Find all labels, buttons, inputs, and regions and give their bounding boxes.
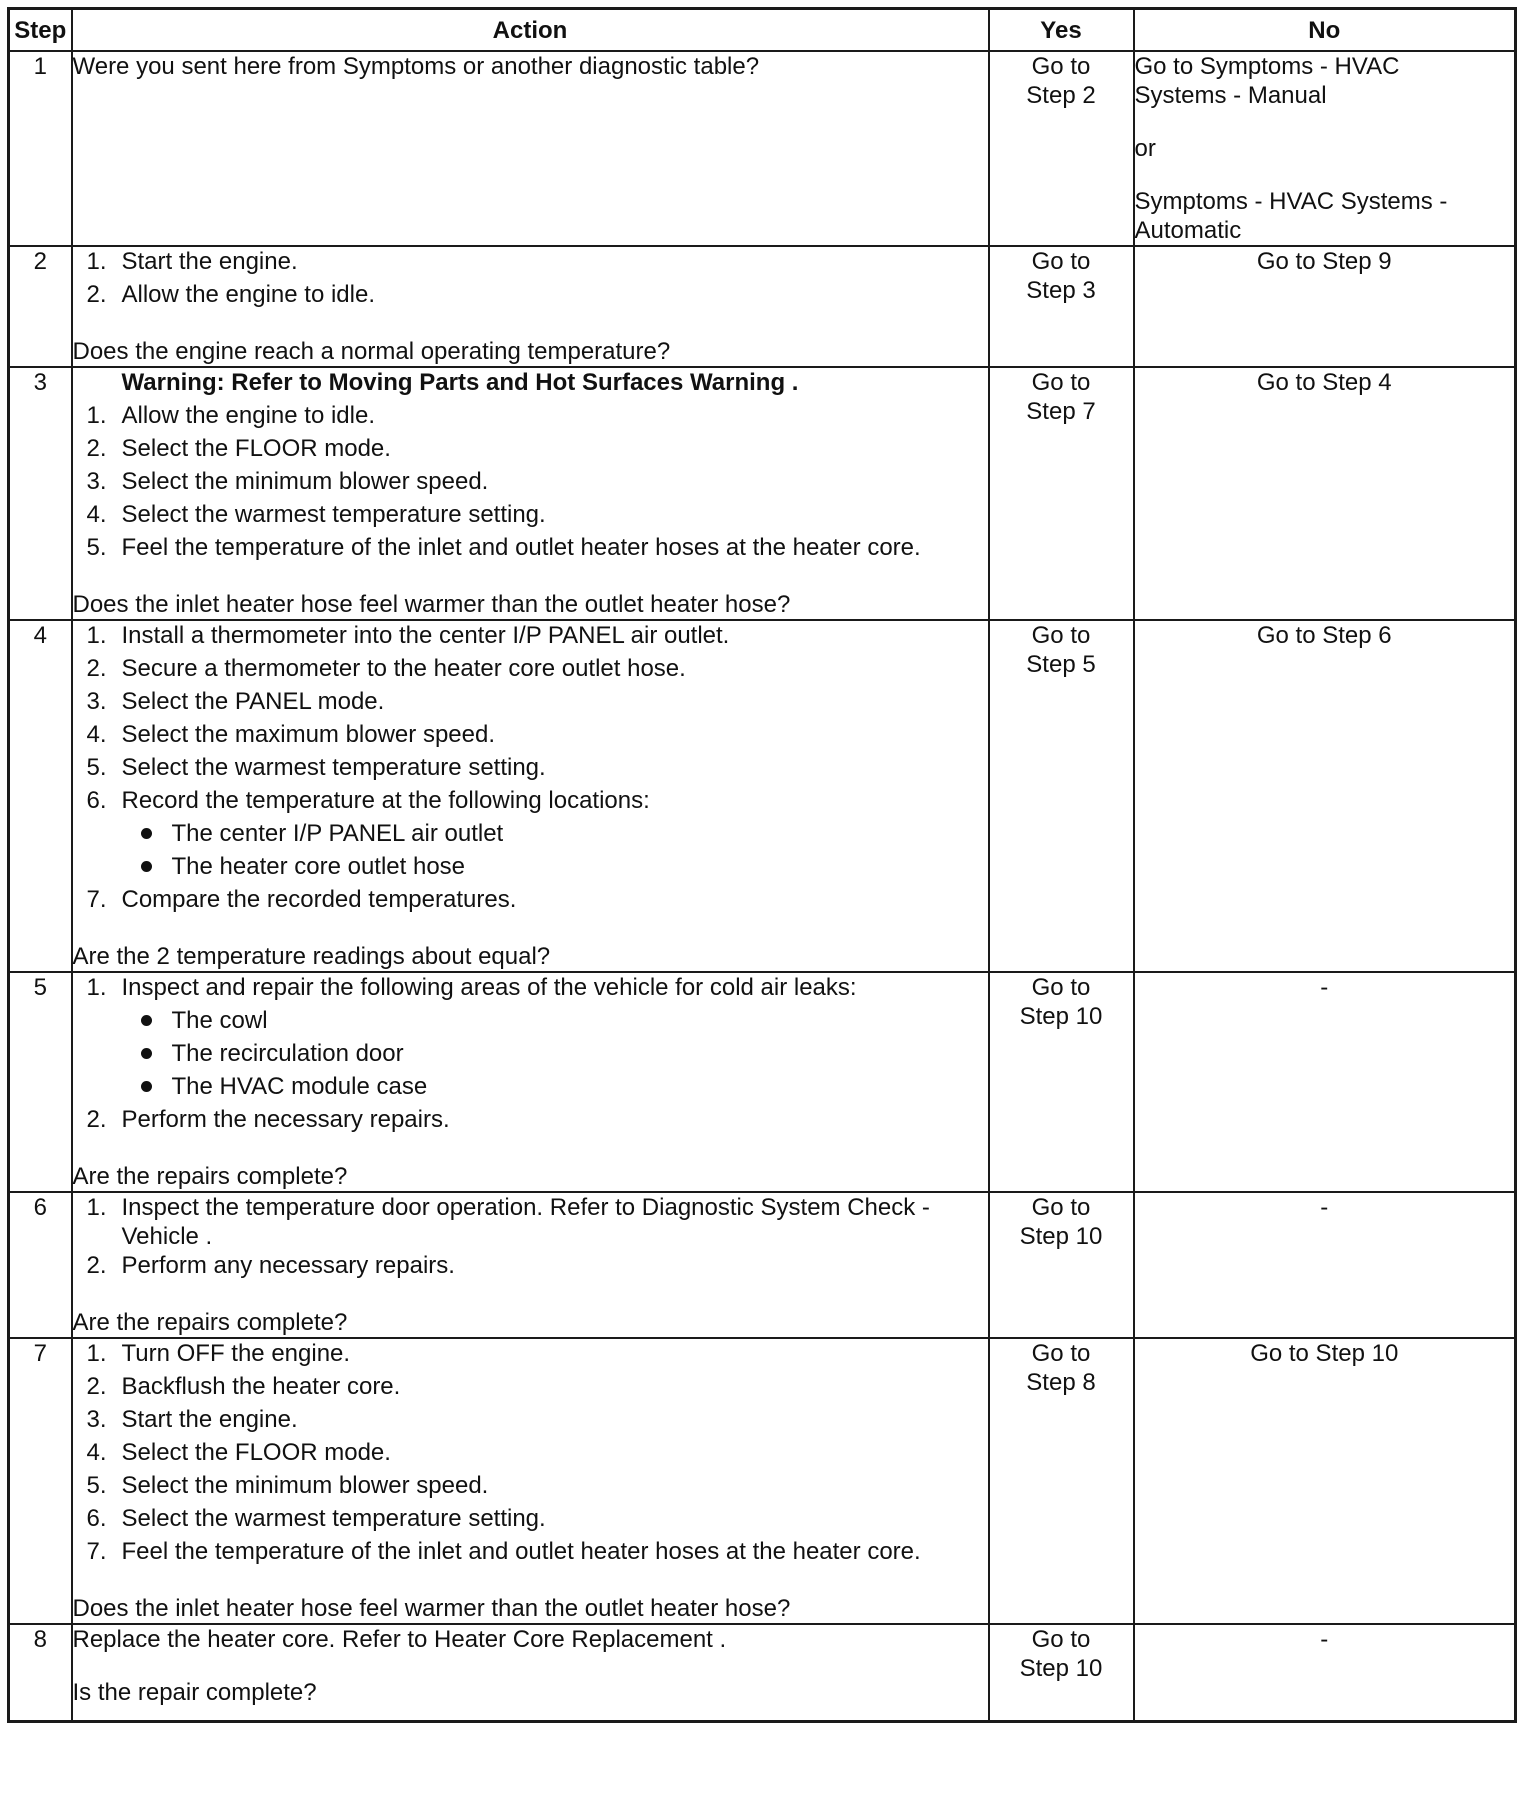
- list-item: 3. Select the PANEL mode.: [86, 688, 385, 715]
- yes-step-link: Step 10: [1019, 1223, 1103, 1250]
- header-step: Step: [9, 9, 72, 52]
- table-row: [9, 1624, 1516, 1721]
- table-row: [9, 1192, 1516, 1338]
- list-item: 6. Record the temperature at the following locations:: [86, 787, 650, 814]
- no-line: Symptoms - HVAC Systems -: [1134, 188, 1448, 215]
- bullet-item: The recirculation door: [73, 1039, 988, 1068]
- no-cell: -: [1134, 972, 1516, 1192]
- no-or: or: [1134, 135, 1156, 162]
- bullet-icon: [141, 861, 152, 872]
- action-cell: [72, 51, 989, 246]
- yes-cell: [989, 51, 1134, 246]
- no-cell: Go to Step 10: [1134, 1338, 1516, 1624]
- no-cell: -: [1134, 1192, 1516, 1338]
- yes-step-link: Step 10: [1019, 1003, 1103, 1030]
- yes-step-link: Step 3: [1026, 277, 1096, 304]
- list-item: 4. Select the maximum blower speed.: [86, 721, 495, 748]
- step-number: 8: [9, 1624, 72, 1721]
- step-number: 1: [9, 51, 72, 246]
- step-number: 5: [9, 972, 72, 1192]
- list-item: 4. Select the warmest temperature setting.: [86, 501, 546, 528]
- list-item: 2. Secure a thermometer to the heater core outlet hose.: [86, 655, 686, 682]
- table-row: [9, 620, 1516, 972]
- bullet-item: The HVAC module case: [73, 1072, 988, 1101]
- list-item: 2. Perform the necessary repairs.: [86, 1106, 450, 1133]
- step-number: 7: [9, 1338, 72, 1624]
- table-row: [9, 972, 1516, 1192]
- step-number: 4: [9, 620, 72, 972]
- yes-step-link: Step 10: [1019, 1655, 1103, 1682]
- yes-line: Go to: [1031, 1194, 1091, 1221]
- table-row: [9, 51, 1516, 246]
- action-question: Are the repairs complete?: [72, 1309, 348, 1336]
- bullet-item: The heater core outlet hose: [73, 852, 988, 881]
- yes-line: Go to: [1031, 1626, 1091, 1653]
- yes-step-link: Step 8: [1026, 1369, 1096, 1396]
- no-cell: Go to Step 6: [1134, 620, 1516, 972]
- bullet-icon: [141, 1015, 152, 1026]
- bullet-icon: [141, 828, 152, 839]
- header-row: [9, 9, 1516, 52]
- list-item: 7. Feel the temperature of the inlet and outlet heater hoses at the heater core.: [86, 1538, 921, 1565]
- action-question: Are the 2 temperature readings about equal?: [72, 943, 551, 970]
- list-item: 1. Install a thermometer into the center I/P PANEL air outlet.: [86, 622, 730, 649]
- list-item: 5. Select the warmest temperature setting.: [86, 754, 546, 781]
- header-no: No: [1134, 9, 1516, 52]
- yes-line: Go to: [1031, 1340, 1091, 1367]
- action-cell: [72, 367, 989, 620]
- list-item: 1. Start the engine.: [86, 248, 298, 275]
- action-question: Does the inlet heater hose feel warmer than the outlet heater hose?: [72, 591, 791, 618]
- no-cell: -: [1134, 1624, 1516, 1721]
- yes-line: Go to: [1031, 974, 1091, 1001]
- list-item: 6. Select the warmest temperature setting.: [86, 1505, 546, 1532]
- bullet-item: The center I/P PANEL air outlet: [73, 819, 988, 848]
- yes-line: Go to: [1031, 53, 1091, 80]
- action-question: Were you sent here from Symptoms or another diagnostic table?: [72, 53, 760, 80]
- diagnostic-table: [7, 7, 1517, 1723]
- warning-text: Warning: Refer to Moving Parts and Hot Surfaces Warning .: [121, 369, 799, 396]
- yes-cell: [989, 972, 1134, 1192]
- table-row: [9, 246, 1516, 367]
- list-item: 2. Perform any necessary repairs.: [86, 1252, 455, 1279]
- yes-cell: [989, 1338, 1134, 1624]
- action-cell: [72, 1338, 989, 1624]
- list-item: 1. Inspect and repair the following areas of the vehicle for cold air leaks:: [86, 974, 857, 1001]
- no-line: Go to Symptoms - HVAC: [1134, 53, 1400, 80]
- list-item: 5. Feel the temperature of the inlet and outlet heater hoses at the heater core.: [86, 534, 921, 561]
- bullet-icon: [141, 1081, 152, 1092]
- no-cell: Go to Step 4: [1134, 367, 1516, 620]
- list-item: 2. Backflush the heater core.: [86, 1373, 401, 1400]
- no-cell: Go to Step 9: [1134, 246, 1516, 367]
- no-line: Systems - Manual: [1134, 82, 1327, 109]
- yes-cell: [989, 1192, 1134, 1338]
- list-item: 1. Turn OFF the engine.: [86, 1340, 351, 1367]
- no-line: Automatic: [1134, 217, 1242, 244]
- step-number: 2: [9, 246, 72, 367]
- no-cell: [1134, 51, 1516, 246]
- yes-line: Go to: [1031, 622, 1091, 649]
- yes-line: Go to: [1031, 369, 1091, 396]
- yes-cell: [989, 246, 1134, 367]
- action-question: Is the repair complete?: [72, 1679, 317, 1706]
- list-item: 7. Compare the recorded temperatures.: [86, 886, 517, 913]
- step-number: 6: [9, 1192, 72, 1338]
- yes-step-link: Step 2: [1026, 82, 1096, 109]
- yes-line: Go to: [1031, 248, 1091, 275]
- action-question: Does the engine reach a normal operating temperature?: [72, 338, 671, 365]
- list-item: 1. Inspect the temperature door operation. Refer to Diagnostic System Check - Vehicle .: [86, 1194, 930, 1250]
- header-yes: Yes: [989, 9, 1134, 52]
- action-question: Are the repairs complete?: [72, 1163, 348, 1190]
- list-item: 4. Select the FLOOR mode.: [86, 1439, 391, 1466]
- bullet-icon: [141, 1048, 152, 1059]
- yes-cell: [989, 620, 1134, 972]
- yes-cell: [989, 1624, 1134, 1721]
- yes-step-link: Step 5: [1026, 651, 1096, 678]
- list-item: 3. Select the minimum blower speed.: [86, 468, 489, 495]
- action-cell: [72, 972, 989, 1192]
- action-text: Replace the heater core. Refer to Heater Core Replacement .: [72, 1626, 727, 1653]
- bullet-item: The cowl: [73, 1006, 988, 1035]
- list-item: 5. Select the minimum blower speed.: [86, 1472, 489, 1499]
- action-cell: [72, 246, 989, 367]
- list-item: 2. Select the FLOOR mode.: [86, 435, 391, 462]
- list-item: 3. Start the engine.: [86, 1406, 298, 1433]
- list-item: 2. Allow the engine to idle.: [86, 281, 375, 308]
- yes-cell: [989, 367, 1134, 620]
- step-number: 3: [9, 367, 72, 620]
- table-row: [9, 367, 1516, 620]
- yes-step-link: Step 7: [1026, 398, 1096, 425]
- action-question: Does the inlet heater hose feel warmer than the outlet heater hose?: [72, 1595, 791, 1622]
- action-cell: [72, 620, 989, 972]
- list-item: 1. Allow the engine to idle.: [86, 402, 375, 429]
- action-cell: [72, 1624, 989, 1721]
- action-cell: [72, 1192, 989, 1338]
- table-row: [9, 1338, 1516, 1624]
- header-action: Action: [72, 9, 989, 52]
